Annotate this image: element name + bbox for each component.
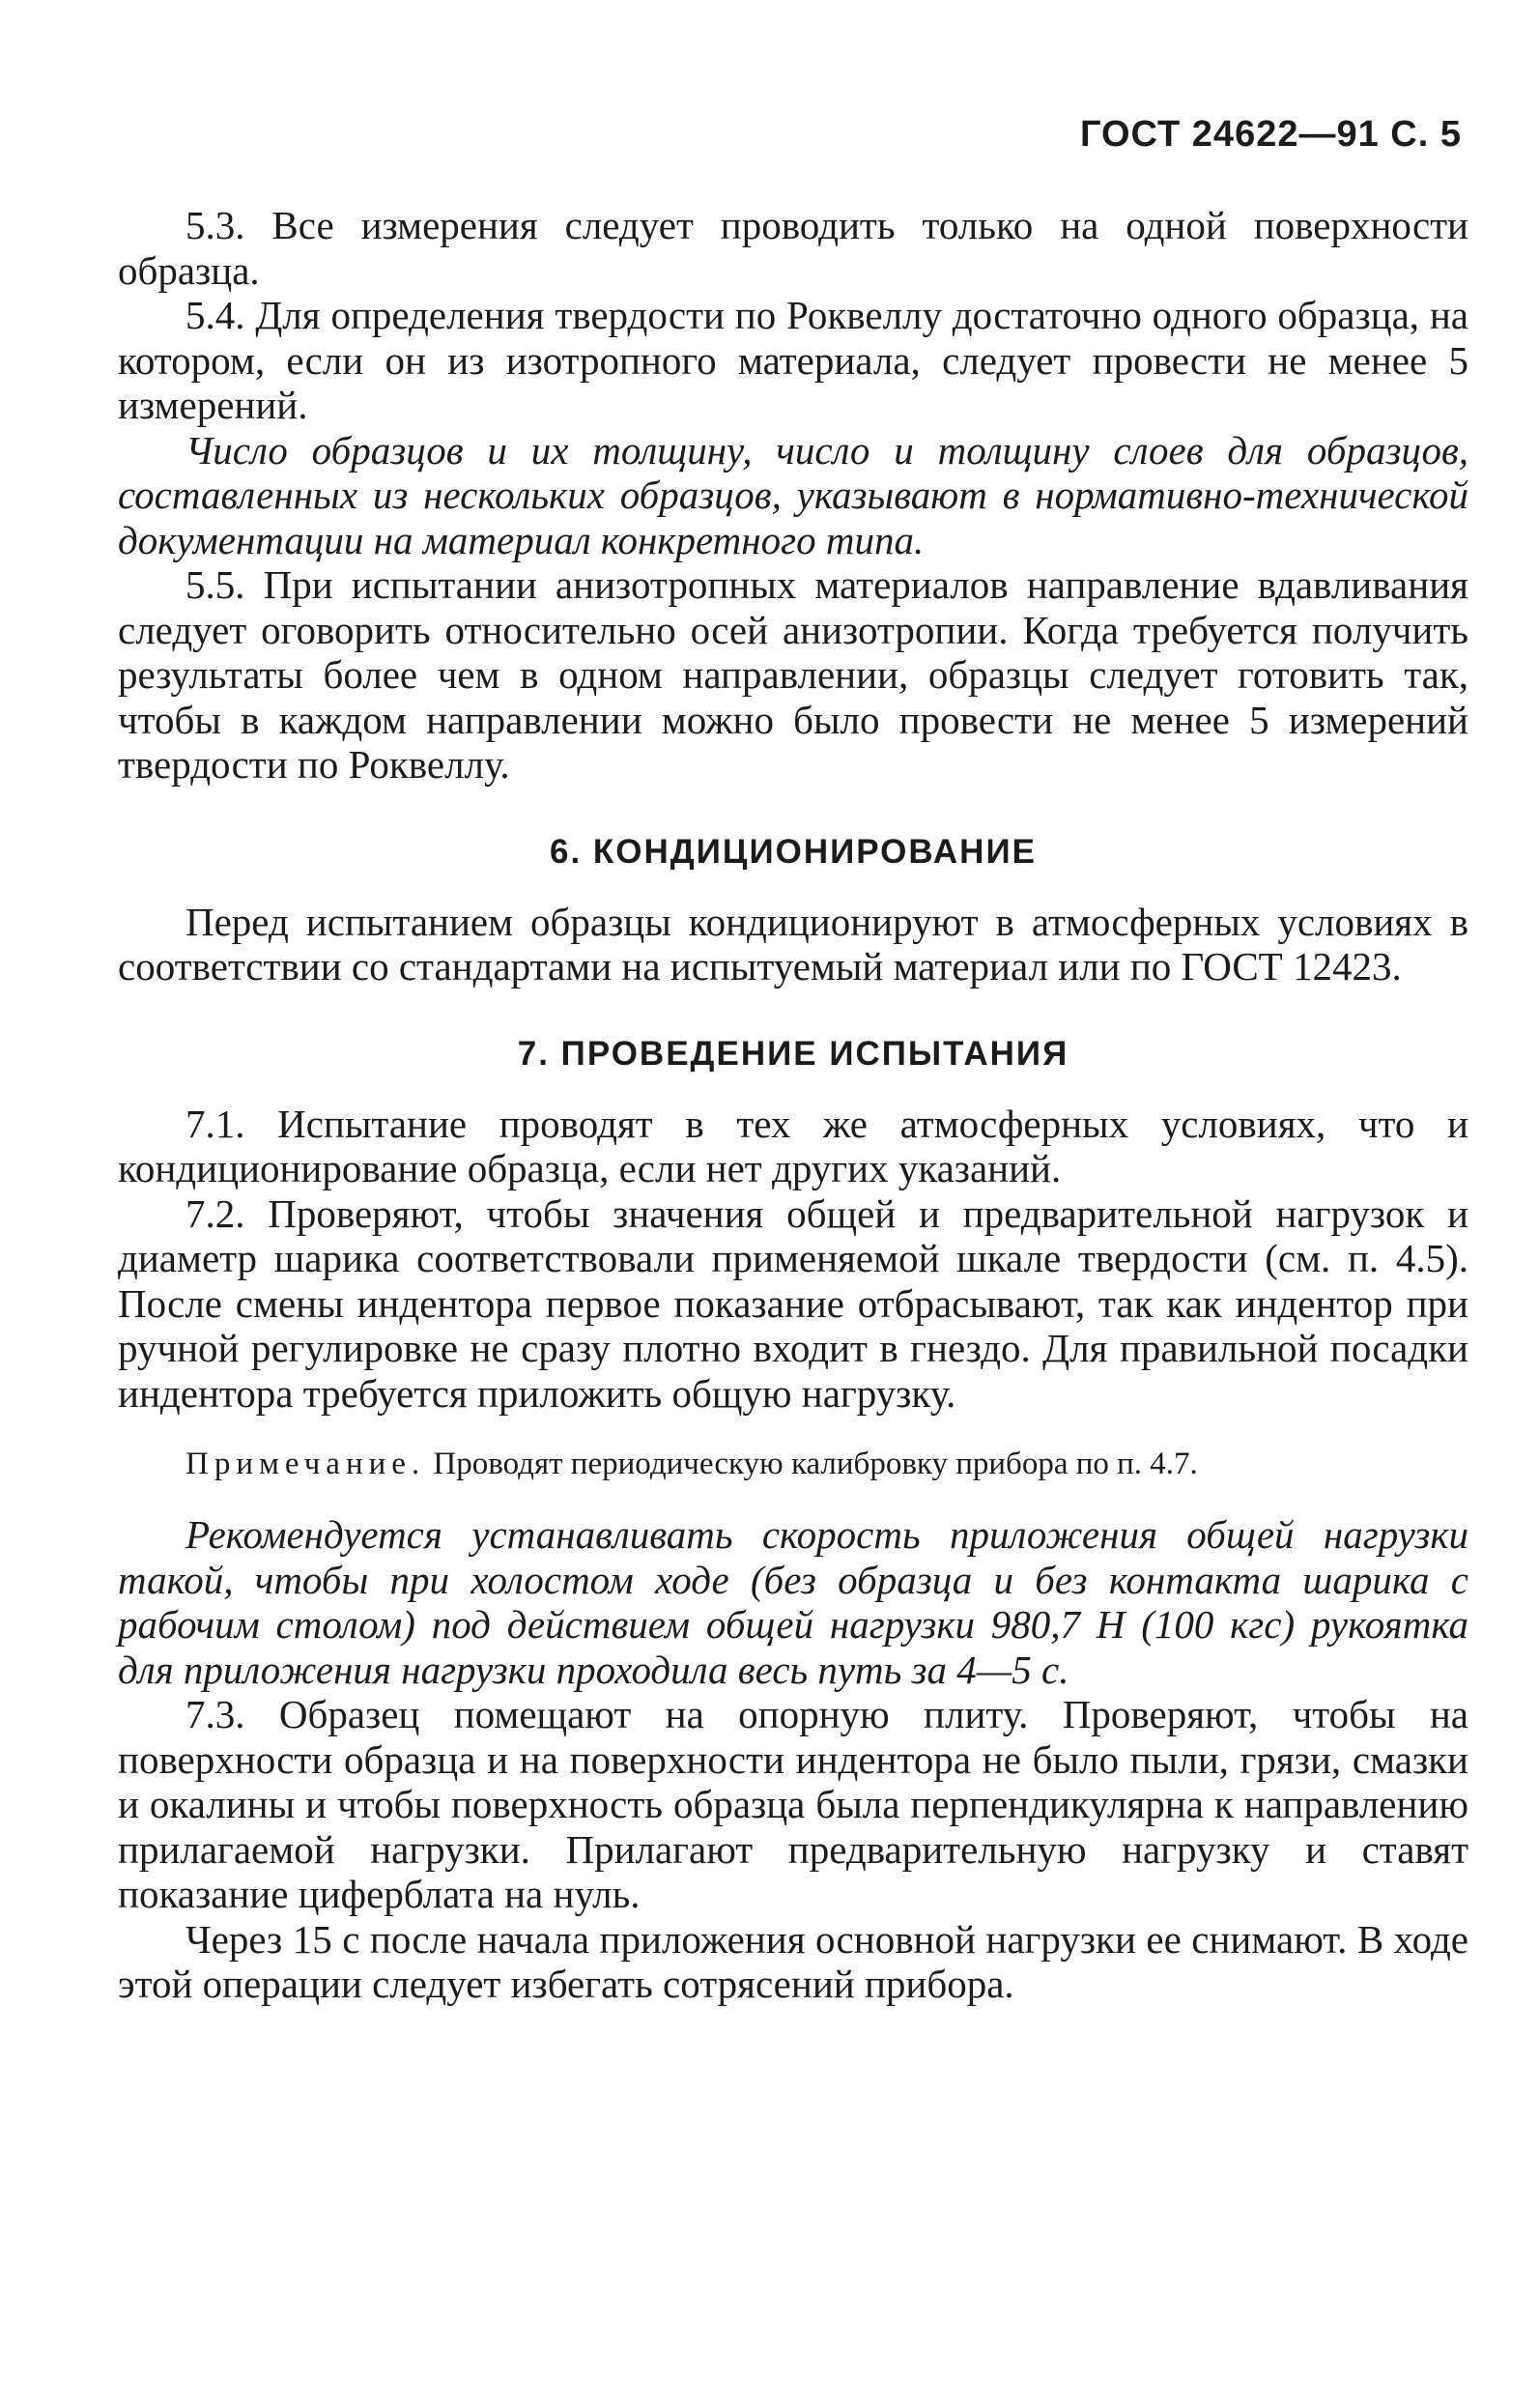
section-heading-7: 7. ПРОВЕДЕНИЕ ИСПЫТАНИЯ xyxy=(517,1034,1069,1073)
paragraph-7-1: 7.1. Испытание проводят в тех же атмосферных условиях, что и кондиционирование образца, если нет других указаний. xyxy=(118,1101,1468,1190)
note-label: Примечание. xyxy=(185,1447,426,1481)
note-text: Проводят периодическую калибровку прибора по п. 4.7. xyxy=(433,1447,1198,1481)
paragraph-5-5: 5.5. При испытании анизотропных материалов направление вдавливания следует оговорить относительно осей анизотропии. Когда требуется получить результаты более чем в одном направлении, образцы следует готовить так, чтобы в каждом направлении можно было провести не менее 5 измерений твердости по Роквеллу. xyxy=(118,562,1468,787)
paragraph-5-3: 5.3. Все измерения следует проводить только на одной поверхности образца. xyxy=(118,203,1468,293)
section-heading-6: 6. КОНДИЦИОНИРОВАНИЕ xyxy=(550,832,1037,871)
paragraph-7-2-italic: Рекомендуется устанавливать скорость приложения общей нагрузки такой, чтобы при холостом ходе (без образца и без контакта шарика с рабочим столом) под действием общей нагрузки 980,7 Н (100 кгс) рукоятка для приложения нагрузки проходила весь путь за 4—5 с. xyxy=(118,1512,1468,1692)
paragraph-7-3-continued: Через 15 с после начала приложения основной нагрузки ее снимают. В ходе этой операции следует избегать сотрясений прибора. xyxy=(118,1916,1468,2006)
paragraph-5-4: 5.4. Для определения твердости по Роквеллу достаточно одного образца, на котором, если он из изотропного материала, следует провести не менее 5 измерений. xyxy=(118,293,1468,427)
paragraph-7-3: 7.3. Образец помещают на опорную плиту. Проверяют, чтобы на поверхности образца и на поверхности индентора не было пыли, грязи, смазки и окалины и чтобы поверхность образца была перпендикулярна к направлению прилагаемой нагрузки. Прилагают предварительную нагрузку и ставят показание циферблата на нуль. xyxy=(118,1692,1468,1916)
paragraph-7-2: 7.2. Проверяют, чтобы значения общей и предварительной нагрузок и диаметр шарика соответствовали применяемой шкале твердости (см. п. 4.5). После смены индентора первое показание отбрасывают, так как индентор при ручной регулировке не сразу плотно входит в гнездо. Для правильной посадки индентора требуется приложить общую нагрузку. xyxy=(118,1190,1468,1416)
document-body xyxy=(118,203,1468,2007)
page-header: ГОСТ 24622—91 С. 5 xyxy=(1079,114,1462,155)
paragraph-5-4-italic: Число образцов и их толщину, число и толщину слоев для образцов, составленных из нескольких образцов, указывают в нормативно-технической документации на материал конкретного типа. xyxy=(118,427,1468,562)
paragraph-6: Перед испытанием образцы кондиционируют в атмосферных условиях в соответствии со стандартами на испытуемый материал или по ГОСТ 12423. xyxy=(118,899,1468,989)
note xyxy=(118,1443,1468,1485)
